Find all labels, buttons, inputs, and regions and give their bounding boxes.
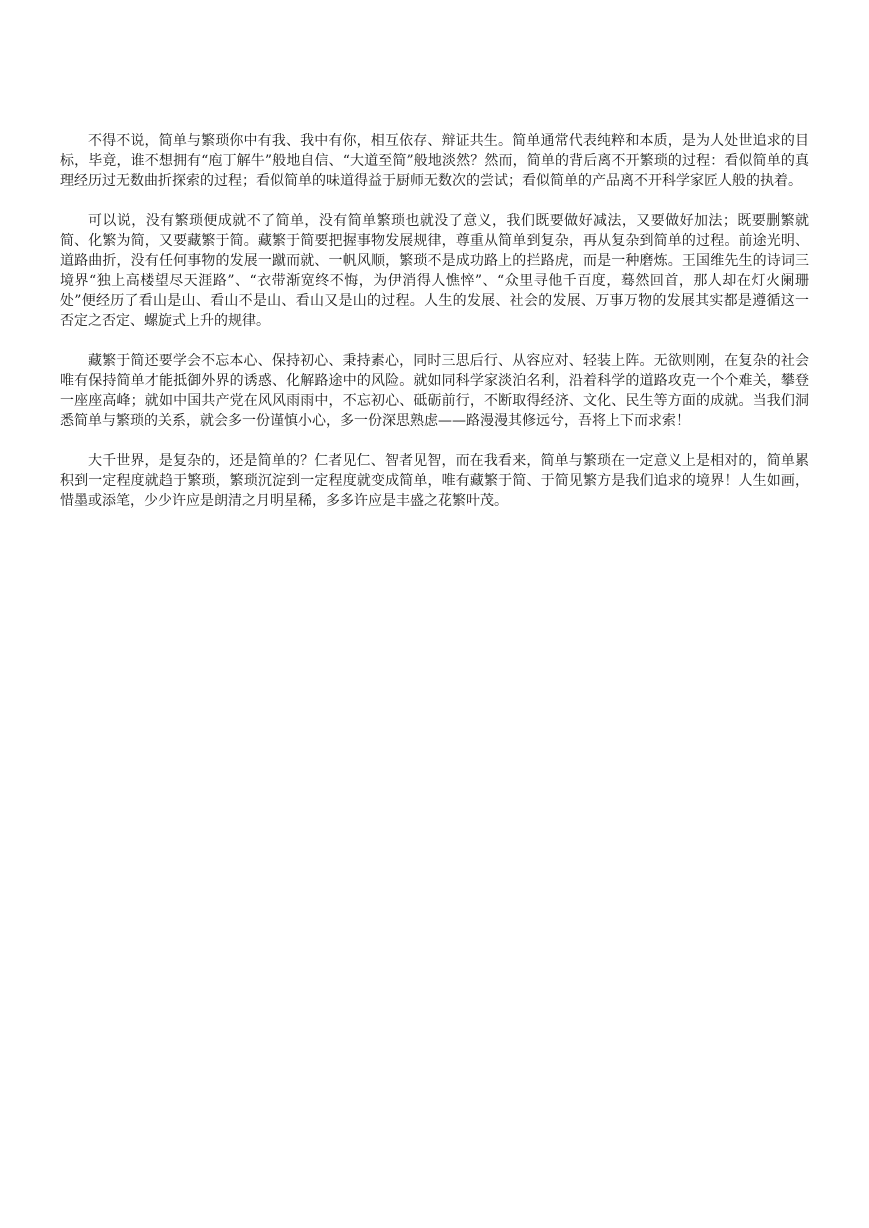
- paragraph-2: 可以说，没有繁琐便成就不了简单，没有简单繁琐也就没了意义，我们既要做好减法，又要做好加法；既要删繁就简、化繁为简，又要藏繁于简。藏繁于简要把握事物发展规律，尊重从简单到复杂，再从复杂到简单的过程。前途光明、道路曲折，没有任何事物的发展一蹴而就、一帆风顺，繁琐不是成功路上的拦路虎，而是一种磨炼。王国维先生的诗词三境界“独上高楼望尽天涯路”、“衣带渐宽终不悔，为伊消得人憔悴”、“众里寻他千百度，蓦然回首，那人却在灯火阑珊处”便经历了看山是山、看山不是山、看山又是山的过程。人生的发展、社会的发展、万事万物的发展其实都是遵循这一否定之否定、螺旋式上升的规律。: [60, 213, 809, 329]
- paragraph-1: 不得不说，简单与繁琐你中有我、我中有你，相互依存、辩证共生。简单通常代表纯粹和本质，是为人处世追求的目标，毕竟，谁不想拥有“庖丁解牛”般地自信、“大道至简”般地淡然？然而，简单的背后离不开繁琐的过程：看似简单的真理经历过无数曲折探索的过程；看似简单的味道得益于厨师无数次的尝试；看似简单的产品离不开科学家匠人般的执着。: [60, 133, 809, 189]
- paragraph-3: 藏繁于简还要学会不忘本心、保持初心、秉持素心，同时三思后行、从容应对、轻装上阵。无欲则刚，在复杂的社会唯有保持简单才能抵御外界的诱惑、化解路途中的风险。就如同科学家淡泊名利，沿着科学的道路攻克一个个难关，攀登一座座高峰；就如中国共产党在风风雨雨中，不忘初心、砥砺前行，不断取得经济、文化、民生等方面的成就。当我们洞悉简单与繁琐的关系，就会多一份谨慎小心，多一份深思熟虑——路漫漫其修远兮，吾将上下而求索！: [60, 353, 809, 429]
- essay-body: [60, 131, 809, 531]
- paragraph-4: 大千世界，是复杂的，还是简单的？仁者见仁、智者见智，而在我看来，简单与繁琐在一定意义上是相对的，简单累积到一定程度就趋于繁琐，繁琐沉淀到一定程度就变成简单，唯有藏繁于简、于简见繁方是我们追求的境界！人生如画，惜墨或添笔，少少许应是朗清之月明星稀，多多许应是丰盛之花繁叶茂。: [60, 453, 809, 509]
